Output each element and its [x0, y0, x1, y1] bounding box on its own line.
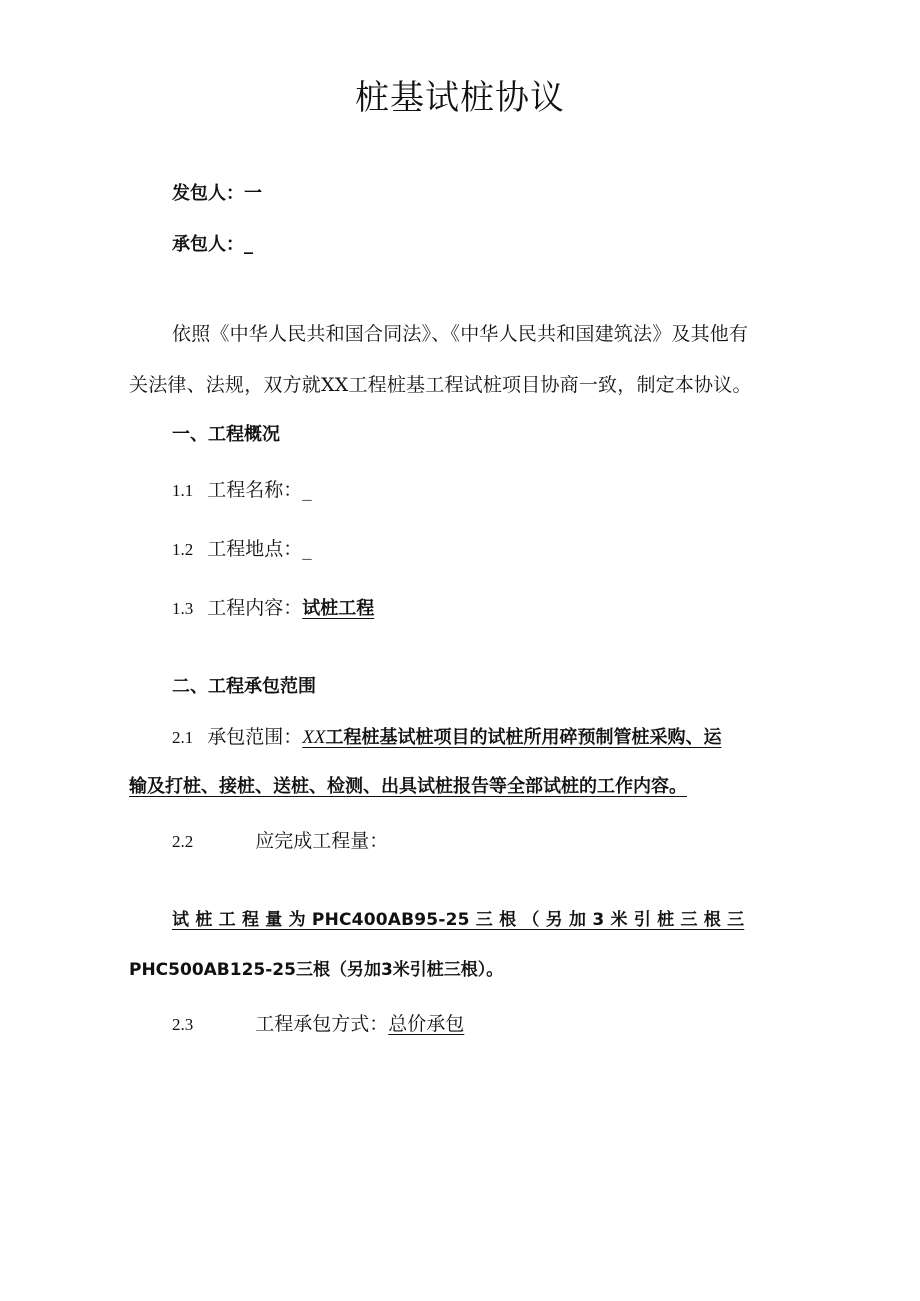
intro-line-1: 依照《中华人民共和国合同法》、《中华人民共和国建筑法》及其他有 [172, 323, 749, 345]
quantity-label: 应完成工程量： [255, 830, 389, 852]
method-row [172, 1012, 464, 1037]
document-title: 桩基试桩协议 [355, 78, 565, 118]
quantity-line-2: PHC500AB125-25三根（另加3米引桩三根）。 [129, 960, 504, 980]
quantity-row [172, 829, 388, 854]
section-1-heading: 一、工程概况 [172, 424, 280, 445]
scope-label: 承包范围： [207, 726, 303, 748]
quantity-line-1: 试 桩 工 程 量 为 PHC400AB95-25 三 根 （ 另 加 3 米 引 桩 三 根 三 [172, 910, 745, 930]
item-label: 工程名称：_ [207, 479, 312, 501]
section-2-heading: 二、工程承包范围 [172, 676, 316, 697]
party-b: 承包人：_ [172, 234, 253, 255]
scope-number: 2.1 [172, 728, 194, 747]
method-value: 总价承包 [388, 1013, 465, 1035]
quantity-number: 2.2 [172, 832, 194, 851]
item-1-2 [172, 537, 312, 562]
item-label: 工程内容： [207, 597, 303, 619]
method-label: 工程承包方式： [255, 1013, 389, 1035]
item-label: 工程地点：_ [207, 538, 312, 560]
item-1-1 [172, 478, 312, 503]
scope-xx: XX [302, 727, 326, 748]
party-a: 发包人：一 [172, 183, 262, 204]
item-value: 试桩工程 [302, 598, 375, 619]
item-1-3 [172, 596, 374, 621]
scope-line-2: 输及打桩、接桩、送桩、检测、出具试桩报告等全部试桩的工作内容。 [129, 776, 687, 797]
intro-line-2: 关法律、法规，双方就XX工程桩基工程试桩项目协商一致，制定本协议。 [129, 374, 752, 396]
scope-line-1 [172, 725, 721, 750]
scope-text-1: 工程桩基试桩项目的试桩所用碎预制管桩采购、运 [325, 727, 722, 748]
item-number: 1.2 [172, 540, 194, 559]
item-number: 1.1 [172, 481, 194, 500]
method-number: 2.3 [172, 1015, 194, 1034]
item-number: 1.3 [172, 599, 194, 618]
